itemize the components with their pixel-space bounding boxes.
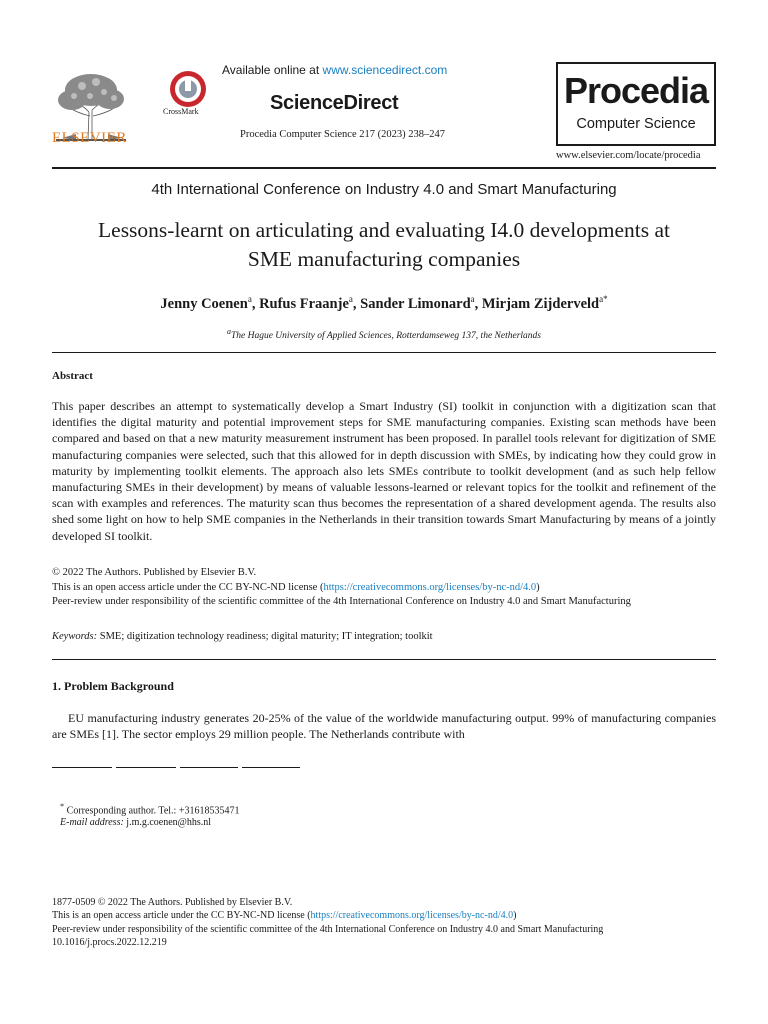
available-online-line [222, 63, 447, 77]
footer-license-suffix: ) [513, 910, 517, 922]
footnote-rule-segment [116, 767, 176, 768]
abstract-top-divider [52, 352, 716, 353]
email-value[interactable]: j.m.g.coenen@hhs.nl [123, 817, 212, 828]
license-line [52, 581, 716, 596]
author-list: Jenny Coenen$^a$, Rufus Fraanje$^a$, Sander Limonard$^a$, Mirjam Zijderveld$^{a*}$ [160, 294, 608, 312]
corresponding-mark: * [60, 802, 65, 811]
paper-title-line-1: Lessons-learnt on articulating and evaluating I4.0 developments at [98, 218, 670, 242]
procedia-name: Procedia [563, 70, 709, 111]
paper-title [52, 216, 716, 274]
journal-reference: Procedia Computer Science 217 (2023) 238–247 [240, 129, 445, 140]
page-footer [52, 896, 716, 949]
procedia-subtitle: Computer Science [576, 116, 696, 132]
body-paragraph: EU manufacturing industry generates 20-25% of the value of the worldwide manufacturing output. 99% of manufacturing companies are SMEs [1]. The sector employs 29 million people. The Netherlands contribute with [52, 711, 716, 742]
paper-title-line-2: SME manufacturing companies [247, 247, 521, 271]
author-affiliation-mark: a [348, 294, 353, 304]
license-link[interactable]: https://creativecommons.org/licenses/by-nc-nd/4.0 [323, 581, 537, 593]
sciencedirect-link[interactable]: www.sciencedirect.com [322, 63, 448, 77]
section-heading: 1. Problem Background [52, 679, 174, 693]
abstract-bottom-divider [52, 659, 716, 660]
copyright-line: © 2022 The Authors. Published by Elsevier B.V. [52, 567, 257, 578]
license-prefix: This is an open access article under the CC BY-NC-ND license ( [52, 581, 324, 593]
author-name: Mirjam Zijderveld [481, 295, 600, 312]
affiliation [52, 327, 716, 341]
corresponding-text: Corresponding author. Tel.: +31618535471 [64, 805, 240, 817]
issn-line: 1877-0509 © 2022 The Authors. Published by Elsevier B.V. [52, 897, 293, 908]
sciencedirect-title: ScienceDirect [270, 92, 399, 114]
header-divider [52, 167, 716, 169]
author-name: Jenny Coenen [160, 295, 248, 312]
copyright-notice [52, 566, 716, 610]
footer-license-line [52, 909, 716, 922]
footnote-rule-segment [52, 767, 112, 768]
peer-review-line: Peer-review under responsibility of the scientific committee of the 4th International Conference on Industry 4.0 and Smart Manufacturing [52, 596, 631, 607]
affiliation-text: The Hague University of Applied Sciences, Rotterdamseweg 137, the Netherlands [230, 331, 541, 342]
crossmark-label: CrossMark [163, 107, 199, 116]
doi[interactable]: 10.1016/j.procs.2022.12.219 [52, 936, 167, 948]
license-suffix: ) [536, 581, 540, 593]
author-name: Rufus Fraanje [259, 295, 349, 312]
footnote-rule-segment [180, 767, 238, 768]
footer-peer-review: Peer-review under responsibility of the scientific committee of the 4th International Conference on Industry 4.0 and Smart Manufacturing [52, 923, 604, 935]
elsevier-wordmark: ELSEVIER [52, 130, 127, 146]
author-affiliation-mark: a [470, 294, 475, 304]
conference-name: 4th International Conference on Industry 4.0 and Smart Manufacturing [151, 181, 617, 198]
keywords-list: SME; digitization technology readiness; digital maturity; IT integration; toolkit [97, 631, 433, 642]
affiliation-mark: a [227, 327, 231, 336]
footer-license-prefix: This is an open access article under the CC BY-NC-ND license ( [52, 910, 311, 922]
keywords-label: Keywords: [52, 631, 98, 642]
author-name: Sander Limonard [360, 295, 471, 312]
author-affiliation-mark: a* [599, 294, 608, 304]
available-prefix: Available online at [222, 63, 323, 77]
abstract-text: This paper describes an attempt to systematically develop a Smart Industry (SI) toolkit in conjunction with a digitization scan that identifies the digital maturity and potential improvement steps for SME manufacturing companies. Existing scan methods have been compared and based on that a new maturity measurement instrument has been proposed. In parallel tools relevant for digitization of SME manufacturing companies were selected, such that this allowed for in depth discussion with SMEs, by indicating how they could grow in maturity by implementing toolkit elements. The approach also lets SMEs contribute to toolkit development (and as such help fellow manufacturing SMEs in their development) by means of valuable lessons-learned or relevant topics for the toolkit and refinement of the scan with examples and references. The maturity scan thus becomes the representation of a shared development agenda. The results also shed some light on how to help SME companies in the Netherlands in their transition towards Smart Manufacturing by means of a jointly developed SI toolkit. [52, 399, 716, 543]
procedia-url[interactable]: www.elsevier.com/locate/procedia [556, 150, 701, 161]
abstract-heading: Abstract [52, 370, 93, 382]
corresponding-author [60, 802, 239, 816]
keywords [52, 631, 716, 642]
author-email [60, 817, 211, 828]
author-affiliation-mark: a [247, 294, 252, 304]
footer-license-link[interactable]: https://creativecommons.org/licenses/by-nc-nd/4.0 [310, 910, 514, 922]
footnote-rule-segment [242, 767, 300, 768]
email-label: E-mail address: [60, 817, 124, 828]
